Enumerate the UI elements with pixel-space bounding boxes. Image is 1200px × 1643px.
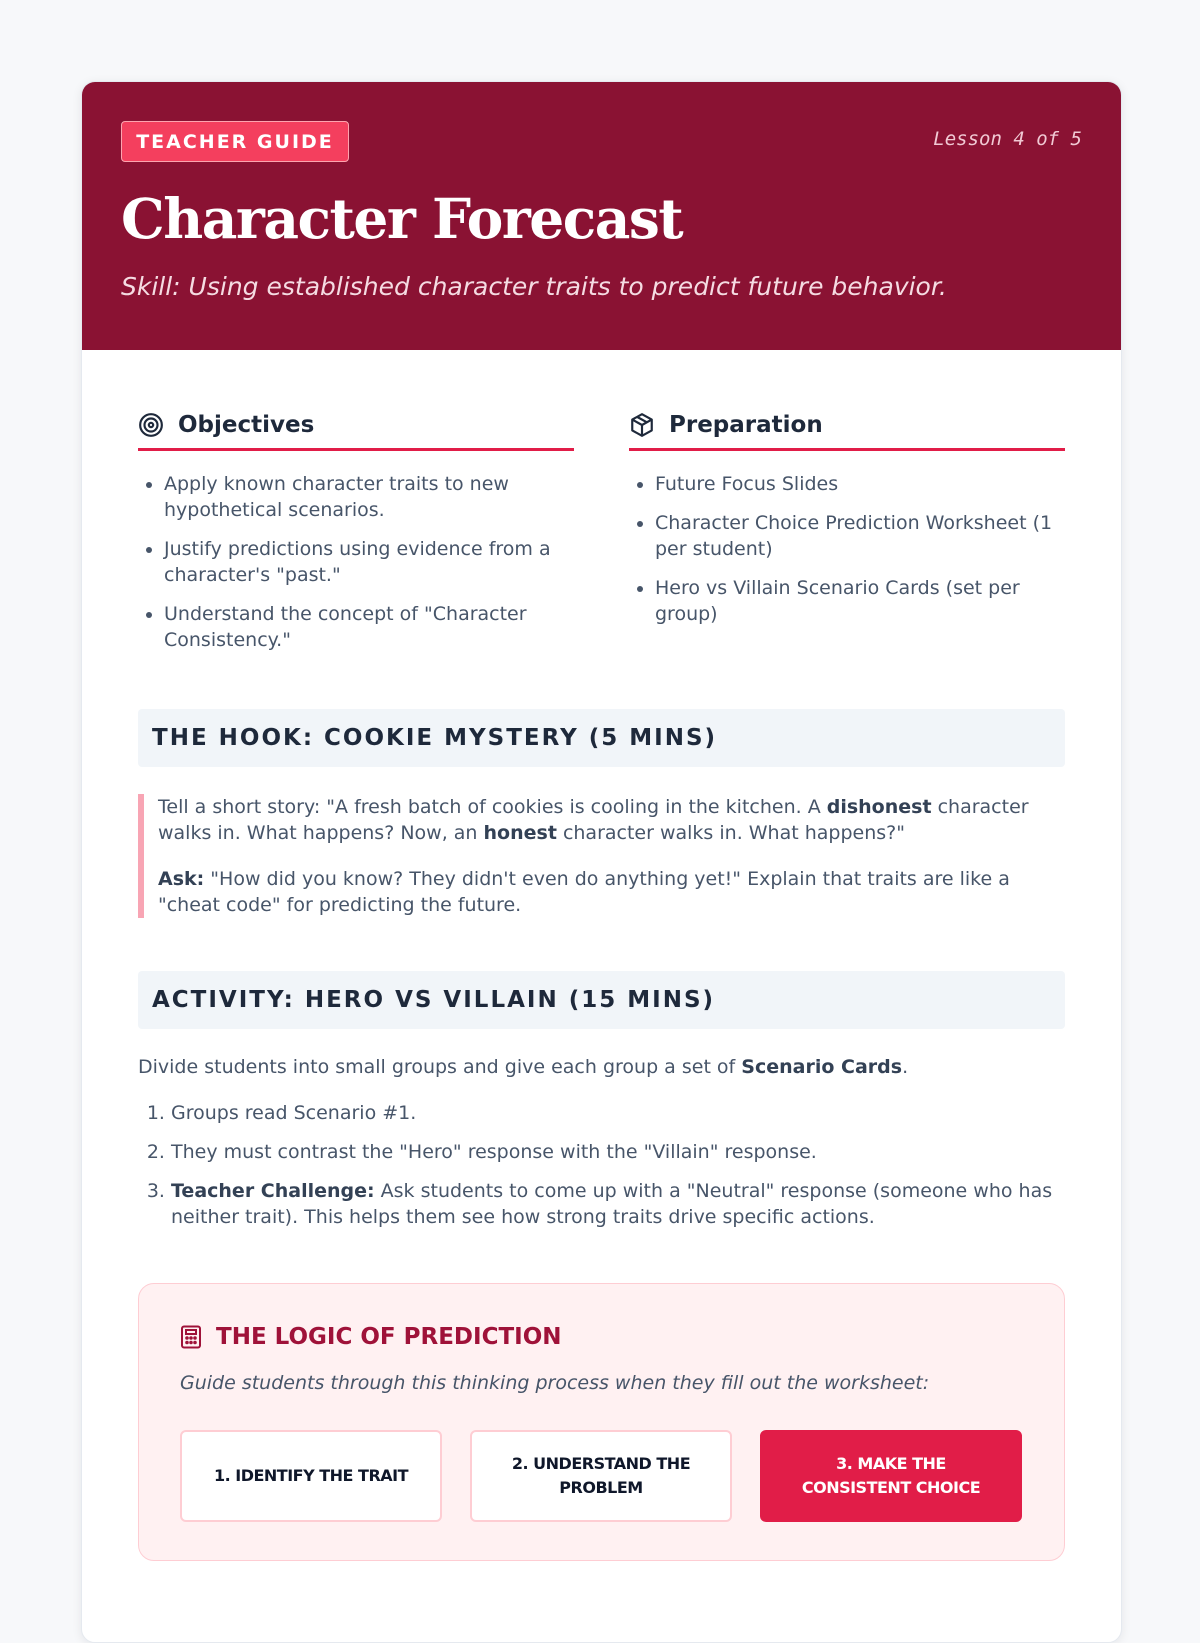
list-item: • Future Focus Slides [655, 471, 1065, 497]
hook-ask-paragraph [158, 866, 1065, 918]
skill-subtitle: Skill: Using established character traits to predict future behavior. [121, 272, 947, 301]
hook-text: Tell a short story: "A fresh batch of cookies is cooling in the kitchen. A [158, 796, 827, 818]
logic-heading [180, 1324, 562, 1350]
hook-text: character walks in. What happens? Now, an [158, 796, 1029, 844]
hook-text: character walks in. What happens?" [556, 822, 905, 844]
objectives-section [138, 402, 574, 666]
objectives-list [138, 471, 574, 653]
objectives-title: Objectives [178, 412, 315, 438]
logic-panel [138, 1283, 1065, 1561]
hook-emphasis: honest [483, 822, 557, 844]
intro-text: Divide students into small groups and give each group a set of [138, 1056, 742, 1078]
logic-step-identify: 1. IDENTIFY THE TRAIT [180, 1430, 442, 1522]
lesson-body [138, 350, 1065, 1561]
list-item: • Understand the concept of "Character Consistency." [164, 601, 574, 653]
activity-intro [138, 1056, 1065, 1078]
page-title: Character Forecast [121, 186, 683, 251]
challenge-text: Ask students to come up with a "Neutral" response (someone who has neither trait). This helps them see how strong traits drive specific actions. [171, 1180, 1053, 1228]
logic-steps [180, 1430, 1022, 1522]
target-icon [138, 412, 164, 438]
preparation-section [629, 402, 1065, 666]
list-item: • Character Choice Prediction Worksheet (1 per student) [655, 510, 1065, 562]
step-item: 2. They must contrast the "Hero" response with the "Villain" response. [171, 1139, 1065, 1165]
info-columns [138, 402, 1065, 666]
logic-subtitle: Guide students through this thinking process when they fill out the worksheet: [180, 1372, 930, 1394]
calculator-icon [180, 1325, 202, 1349]
ask-label: Ask: [158, 868, 205, 890]
logic-step-choose: 3. MAKE THE CONSISTENT CHOICE [760, 1430, 1022, 1522]
challenge-label: Teacher Challenge: [171, 1180, 375, 1202]
lesson-card [81, 81, 1122, 1643]
preparation-title: Preparation [669, 412, 823, 438]
list-item: • Apply known character traits to new hypothetical scenarios. [164, 471, 574, 523]
logic-step-understand: 2. UNDERSTAND THE PROBLEM [470, 1430, 732, 1522]
activity-steps [138, 1100, 1065, 1230]
lesson-number: Lesson 4 of 5 [933, 128, 1082, 150]
activity-heading: ACTIVITY: HERO VS VILLAIN (15 MINS) [138, 971, 1065, 1029]
preparation-heading [629, 402, 1065, 451]
intro-text: . [902, 1056, 909, 1078]
step-item: 1. Groups read Scenario #1. [171, 1100, 1065, 1126]
teacher-guide-badge: TEACHER GUIDE [121, 121, 349, 162]
lesson-header [82, 82, 1121, 350]
step-item [171, 1178, 1065, 1230]
hook-paragraph [158, 794, 1065, 846]
hook-heading: THE HOOK: COOKIE MYSTERY (5 MINS) [138, 709, 1065, 767]
preparation-list [629, 471, 1065, 627]
hook-story [138, 794, 1065, 918]
logic-title: THE LOGIC OF PREDICTION [216, 1324, 562, 1350]
list-item: • Hero vs Villain Scenario Cards (set per group) [655, 575, 1065, 627]
list-item: • Justify predictions using evidence from a character's "past." [164, 536, 574, 588]
objectives-heading [138, 402, 574, 451]
package-icon [629, 412, 655, 438]
intro-emphasis: Scenario Cards [741, 1056, 903, 1078]
hook-emphasis: dishonest [826, 796, 932, 818]
ask-text: "How did you know? They didn't even do anything yet!" Explain that traits are like a "cheat code" for predicting the future. [158, 868, 1010, 916]
